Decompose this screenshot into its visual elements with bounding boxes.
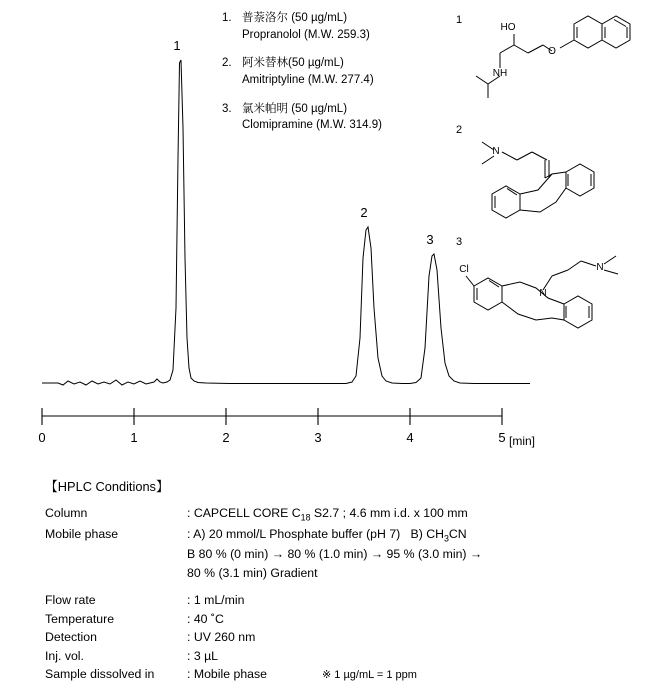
atom-label-O: O: [548, 46, 556, 57]
condition-row-flow-rate: [45, 591, 625, 609]
condition-value: : UV 260 nm: [187, 630, 256, 645]
atom-label-HO: HO: [500, 22, 516, 33]
condition-key: Inj. vol.: [45, 648, 84, 663]
legend-number: 3.: [222, 102, 232, 115]
condition-row-column: [45, 504, 625, 525]
condition-value-cont-2: 80 % (3.1 min) Gradient: [187, 565, 318, 580]
condition-row-temperature: [45, 610, 625, 628]
peak-label-3: 3: [426, 232, 434, 247]
peak-label-1: 1: [173, 38, 181, 53]
legend-number: 1.: [222, 12, 232, 24]
svg-text:0: 0: [38, 430, 46, 445]
atom-label-N: N: [492, 146, 500, 157]
condition-key: Detection: [45, 630, 97, 645]
structure-propranolol: [448, 6, 644, 116]
list-item: [222, 10, 422, 43]
peak-label-2: 2: [360, 205, 368, 220]
condition-value: : A) 20 mmol/L Phosphate buffer (pH 7) B) $CH_3CN$: [187, 526, 467, 544]
legend-name-en: Propranolol (M.W. 259.3): [242, 28, 370, 41]
svg-text:2: 2: [222, 430, 230, 445]
conditions-title: 【HPLC Conditions】: [45, 479, 169, 494]
condition-row-detection: [45, 628, 625, 646]
atom-label-N-amine: N: [596, 262, 604, 273]
atom-label-N-ring: N: [539, 288, 547, 299]
legend-name-en: Clomipramine (M.W. 314.9): [242, 119, 382, 132]
structure-label-1: 1: [456, 14, 463, 26]
list-item: [222, 55, 422, 88]
condition-key: Sample dissolved in: [45, 667, 155, 682]
legend-number: 2.: [222, 57, 232, 70]
peak-legend: [222, 10, 422, 146]
condition-key: Column: [45, 506, 88, 520]
hplc-conditions: [45, 476, 625, 684]
structure-label-3: 3: [456, 236, 463, 248]
x-tick-labels: [38, 430, 505, 445]
svg-text:5: 5: [498, 430, 506, 445]
svg-text:1: 1: [130, 430, 138, 445]
legend-name-cn: 氯米帕明 (50 µg/mL): [242, 102, 348, 115]
condition-value: : Mobile phase: [187, 667, 267, 682]
condition-key: Mobile phase: [45, 526, 119, 541]
condition-value: : CAPCELL CORE $C_{18}$ S2.7 ; 4.6 mm i.d. x 100 mm: [187, 506, 468, 523]
legend-name-en: Amitriptyline (M.W. 277.4): [242, 74, 374, 87]
legend-name-cn: 阿米替林(50 µg/mL): [242, 57, 344, 70]
structure-amitriptyline: [448, 116, 644, 231]
footnote: ※ 1 µg/mL = 1 ppm: [322, 669, 417, 681]
condition-value-cont-1: B 80 % (0 min) → 80 % (1.0 min) → 95 % (3.0 min) →: [187, 547, 483, 562]
structure-clomipramine: [448, 234, 644, 364]
condition-row-mobile-phase: [45, 525, 625, 546]
legend-name-cn: 普萘洛尔 (50 µg/mL): [242, 12, 348, 24]
structure-label-2: 2: [456, 124, 463, 136]
condition-value: : 40 ˚C: [187, 611, 224, 626]
atom-label-NH: NH: [492, 68, 508, 79]
structure-panel: [448, 6, 644, 386]
list-item: [222, 101, 422, 134]
condition-key: Temperature: [45, 611, 115, 626]
atom-label-Cl: Cl: [459, 264, 469, 275]
condition-row-inj-vol: [45, 647, 625, 665]
svg-text:4: 4: [406, 430, 414, 445]
condition-value: : 1 mL/min: [187, 593, 245, 608]
svg-text:3: 3: [314, 430, 322, 445]
x-axis-label: [min]: [508, 434, 536, 448]
condition-value: : 3 µL: [187, 648, 219, 663]
condition-key: Flow rate: [45, 593, 96, 608]
